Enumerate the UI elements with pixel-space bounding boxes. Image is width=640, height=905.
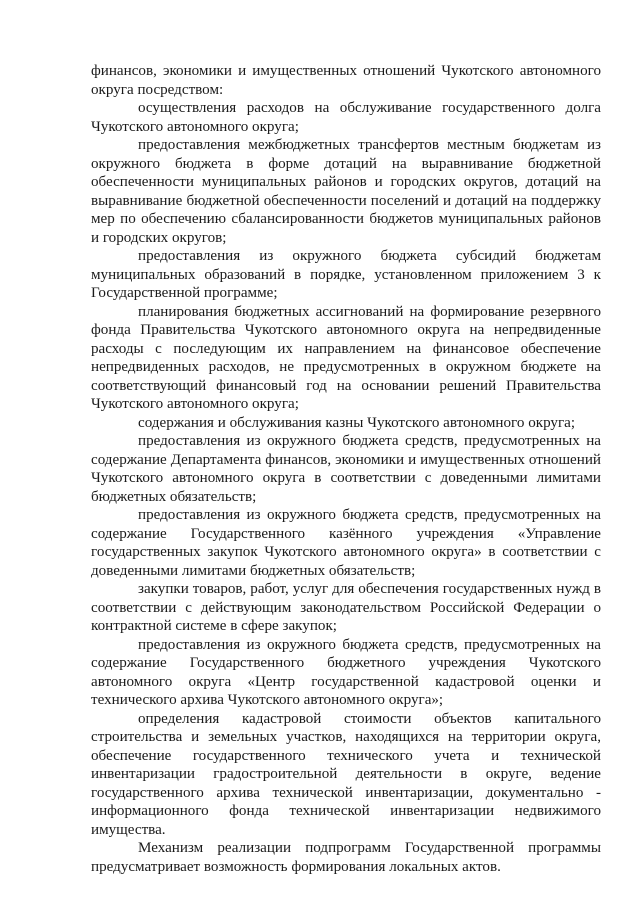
paragraph-mechanism: Механизм реализации подпрограмм Государственной программы предусматривает возможность формирования локальных актов. (91, 840, 601, 875)
paragraph-treasury: содержания и обслуживания казны Чукотского автономного округа; (138, 414, 576, 431)
paragraph-continuation: финансов, экономики и имущественных отношений Чукотского автономного округа посредством: (91, 63, 601, 98)
paragraph-procurement: закупки товаров, работ, услуг для обеспечения государственных нужд в соответствии с действующим законодательством Российской Федерации о контрактной системе в сфере закупок; (91, 581, 601, 634)
paragraph-debt-service: осуществления расходов на обслуживание государственного долга Чукотского автономного округа; (91, 100, 601, 135)
paragraph-interbudget-transfers: предоставления межбюджетных трансфертов местным бюджетам из окружного бюджета в форме дотаций на выравнивание бюджетной обеспеченности муниципальных районов и городских округов, дотаций на выравнивание бюджетной обеспеченности поселений и дотаций на поддержку мер по обеспечению сбалансированности бюджетов муниципальных районов и городских округов; (91, 137, 601, 246)
paragraph-cadastral-center: предоставления из окружного бюджета средств, предусмотренных на содержание Государственного бюджетного учреждения Чукотского автономного округа «Центр государственной кадастровой оценки и технического архива Чукотского автономного округа»; (91, 636, 601, 708)
paragraph-procurement-agency: предоставления из окружного бюджета средств, предусмотренных на содержание Государственного казённого учреждения «Управление государственных закупок Чукотского автономного округа» в соответствии с доведенными лимитами бюджетных обязательств; (91, 507, 601, 579)
paragraph-subsidies: предоставления из окружного бюджета субсидий бюджетам муниципальных образований в порядке, установленном приложением 3 к Государственной программе; (91, 248, 601, 301)
paragraph-cadastral-valuation: определения кадастровой стоимости объектов капитального строительства и земельных участков, находящихся на территории округа, обеспечение государственного технического учета и технической инвентаризации градостроительной деятельности в округе, ведение государственного архива технической инвентаризации, документально - информационного фонда технической инвентаризации недвижимого имущества. (91, 710, 601, 838)
paragraph-department-funding: предоставления из окружного бюджета средств, предусмотренных на содержание Департамента финансов, экономики и имущественных отношений Чукотского автономного округа в соответствии с доведенными лимитами бюджетных обязательств; (91, 433, 601, 505)
paragraph-reserve-fund: планирования бюджетных ассигнований на формирование резервного фонда Правительства Чукотского автономного округа на непредвиденные расходы с последующим их направлением на финансовое обеспечение непредвиденных расходов, не предусмотренных в окружном бюджете на соответствующий финансовый год на основании решений Правительства Чукотского автономного округа; (91, 303, 601, 412)
document-body (91, 62, 601, 876)
